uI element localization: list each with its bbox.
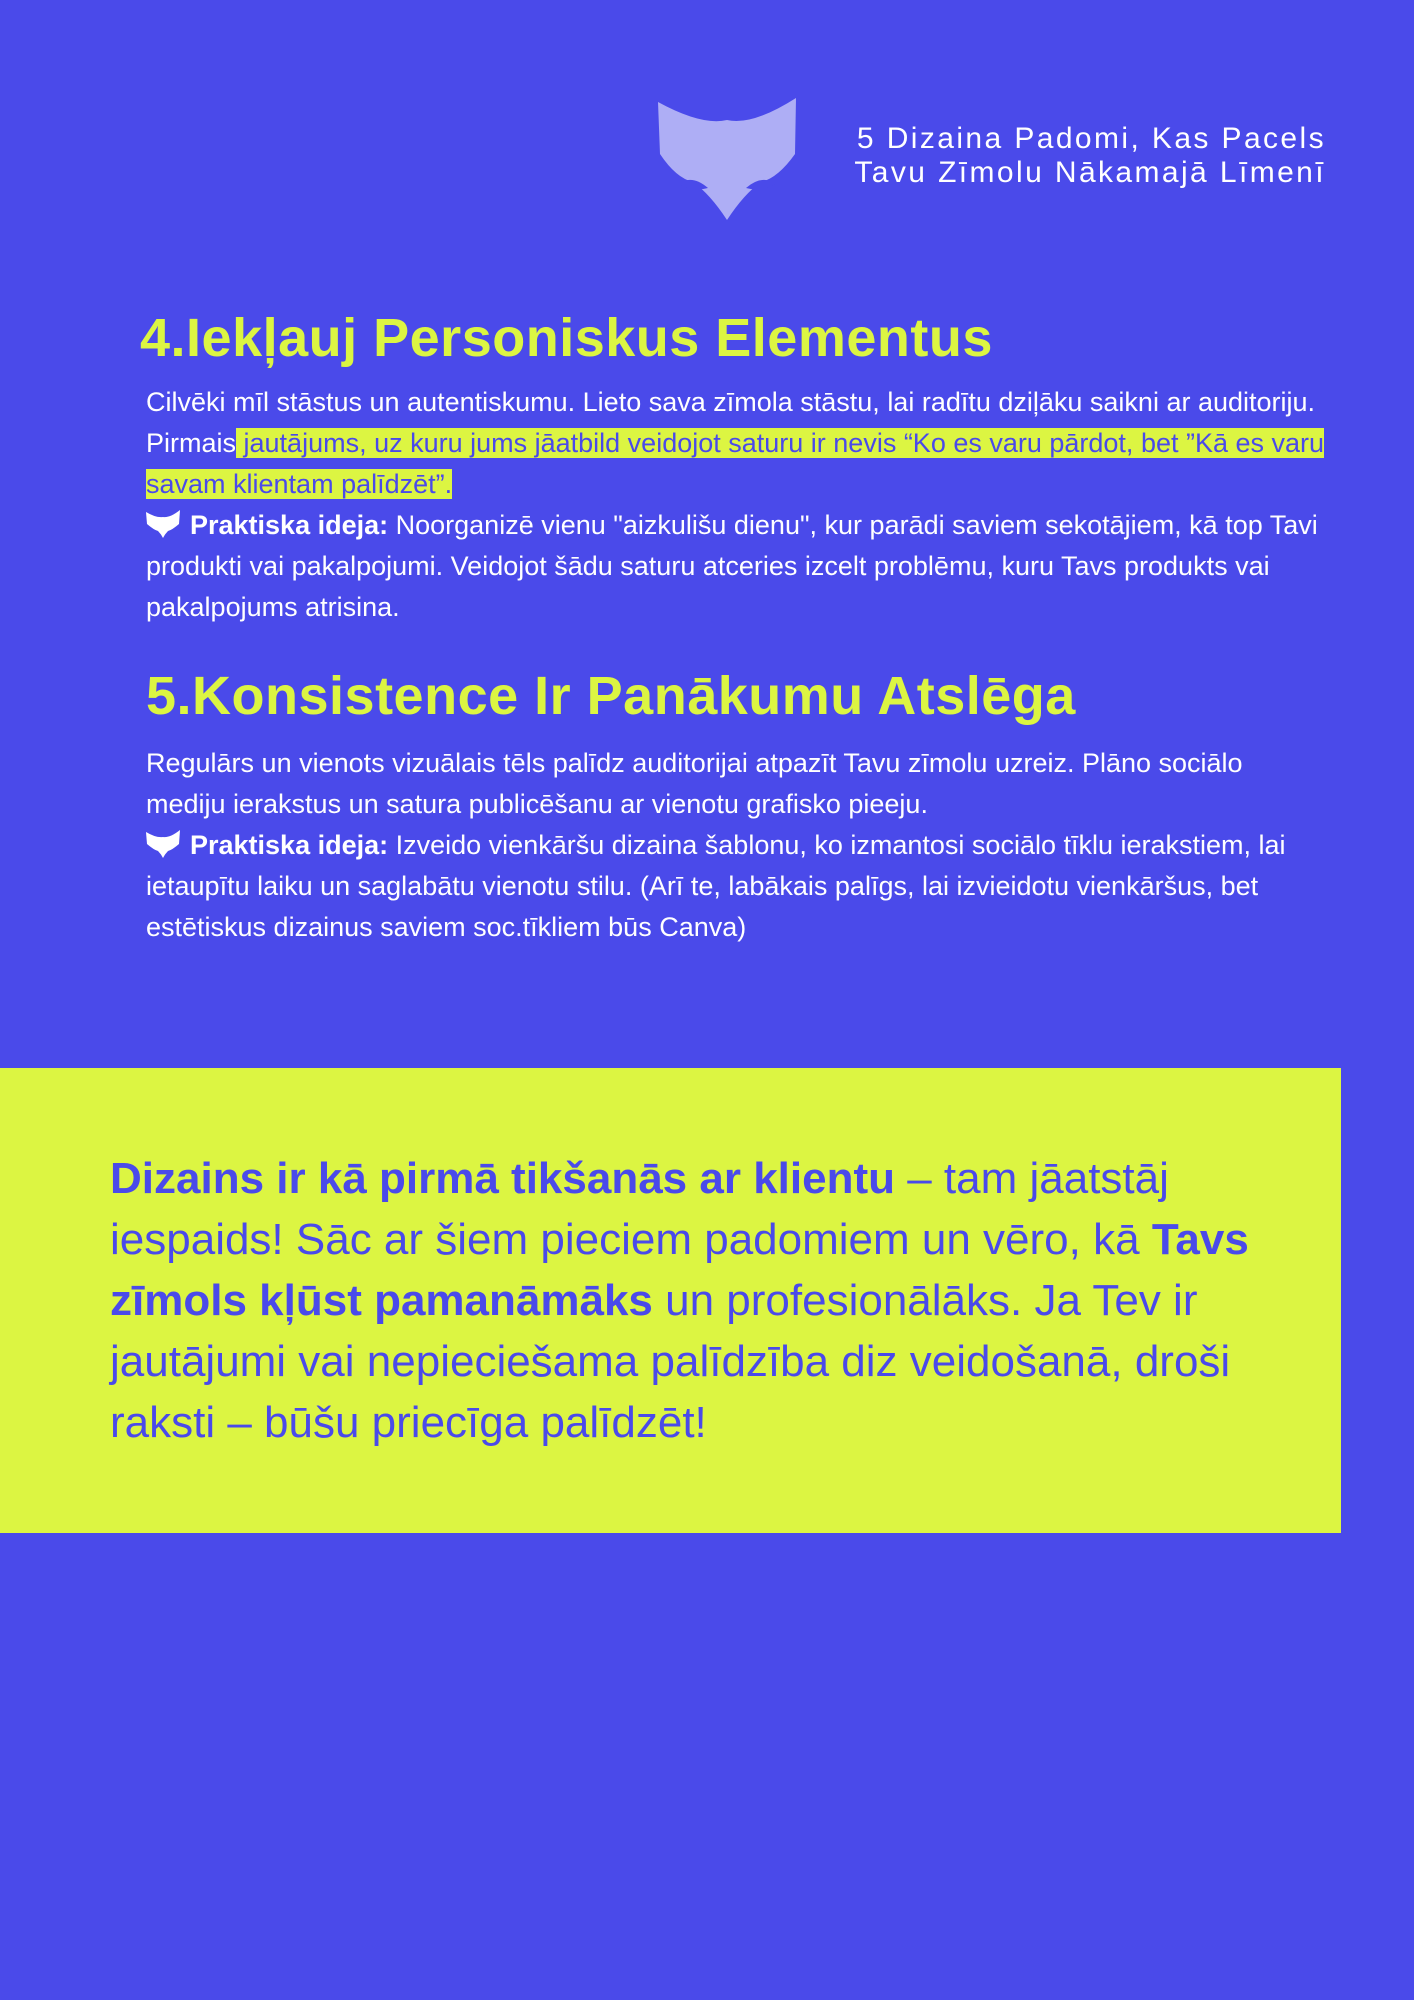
fox-bullet-icon	[146, 830, 180, 858]
fox-head-icon	[658, 98, 796, 220]
callout-text	[110, 1148, 1300, 1453]
section-4-intro: Cilvēki mīl stāstus un autentiskumu. Lieto sava zīmola stāstu, lai radītu dziļāku saikni ar auditoriju. Pirmais	[146, 387, 1316, 458]
callout-bold-2: Tavs zīmols kļūst pamanāmāks	[110, 1215, 1249, 1325]
section-5-body	[146, 743, 1326, 948]
section-4-highlight: jautājums, uz kuru jums jāatbild veidojot saturu ir nevis “Ko es varu pārdot, bet ”Kā es varu savam klientam palīdzēt”.	[146, 428, 1325, 499]
section-5-intro: Regulārs un vienots vizuālais tēls palīdz auditorijai atpazīt Tavu zīmolu uzreiz. Plāno sociālo mediju ierakstus un satura publicēšanu ar vienotu grafisko pieeju.	[146, 748, 1243, 819]
section-4-heading: 4.Iekļauj Personiskus Elementus	[140, 308, 993, 368]
document-title	[854, 122, 1326, 190]
section-4-tip-label: Praktiska ideja:	[190, 510, 389, 540]
section-4-tip-text: Noorganizē vienu "aizkulišu dienu", kur parādi saviem sekotājiem, kā top Tavi produkti vai pakalpojumi. Veidojot šādu saturu atceries izcelt problēmu, kuru Tavs produkts vai pakalpojums atrisina.	[146, 510, 1318, 622]
callout-bold-1: Dizains ir kā pirmā tikšanās ar klientu	[110, 1154, 895, 1203]
title-line-2: Tavu Zīmolu Nākamajā Līmenī	[854, 156, 1326, 189]
title-line-1: 5 Dizaina Padomi, Kas Pacels	[856, 122, 1326, 155]
section-5-tip-text: Izveido vienkāršu dizaina šablonu, ko izmantosi sociālo tīklu ierakstiem, lai ietaupītu laiku un saglabātu vienotu stilu. (Arī te, labākais palīgs, lai izvieidotu vienkāršus, bet estētiskus dizainus saviem soc.tīkliem būs Canva)	[146, 830, 1286, 942]
section-5-tip-label: Praktiska ideja:	[190, 830, 389, 860]
section-4-body	[146, 382, 1326, 628]
section-5-heading: 5.Konsistence Ir Panākumu Atslēga	[146, 666, 1076, 726]
callout-text-2: un profesionālāks. Ja Tev ir jautājumi vai nepieciešama palīdzība diz veidošanā, droši raksti – būšu priecīga palīdzēt!	[110, 1276, 1231, 1447]
callout-text-1: – tam jāatstāj iespaids! Sāc ar šiem pieciem padomiem un vēro, kā	[110, 1154, 1169, 1264]
fox-bullet-icon	[146, 510, 180, 538]
